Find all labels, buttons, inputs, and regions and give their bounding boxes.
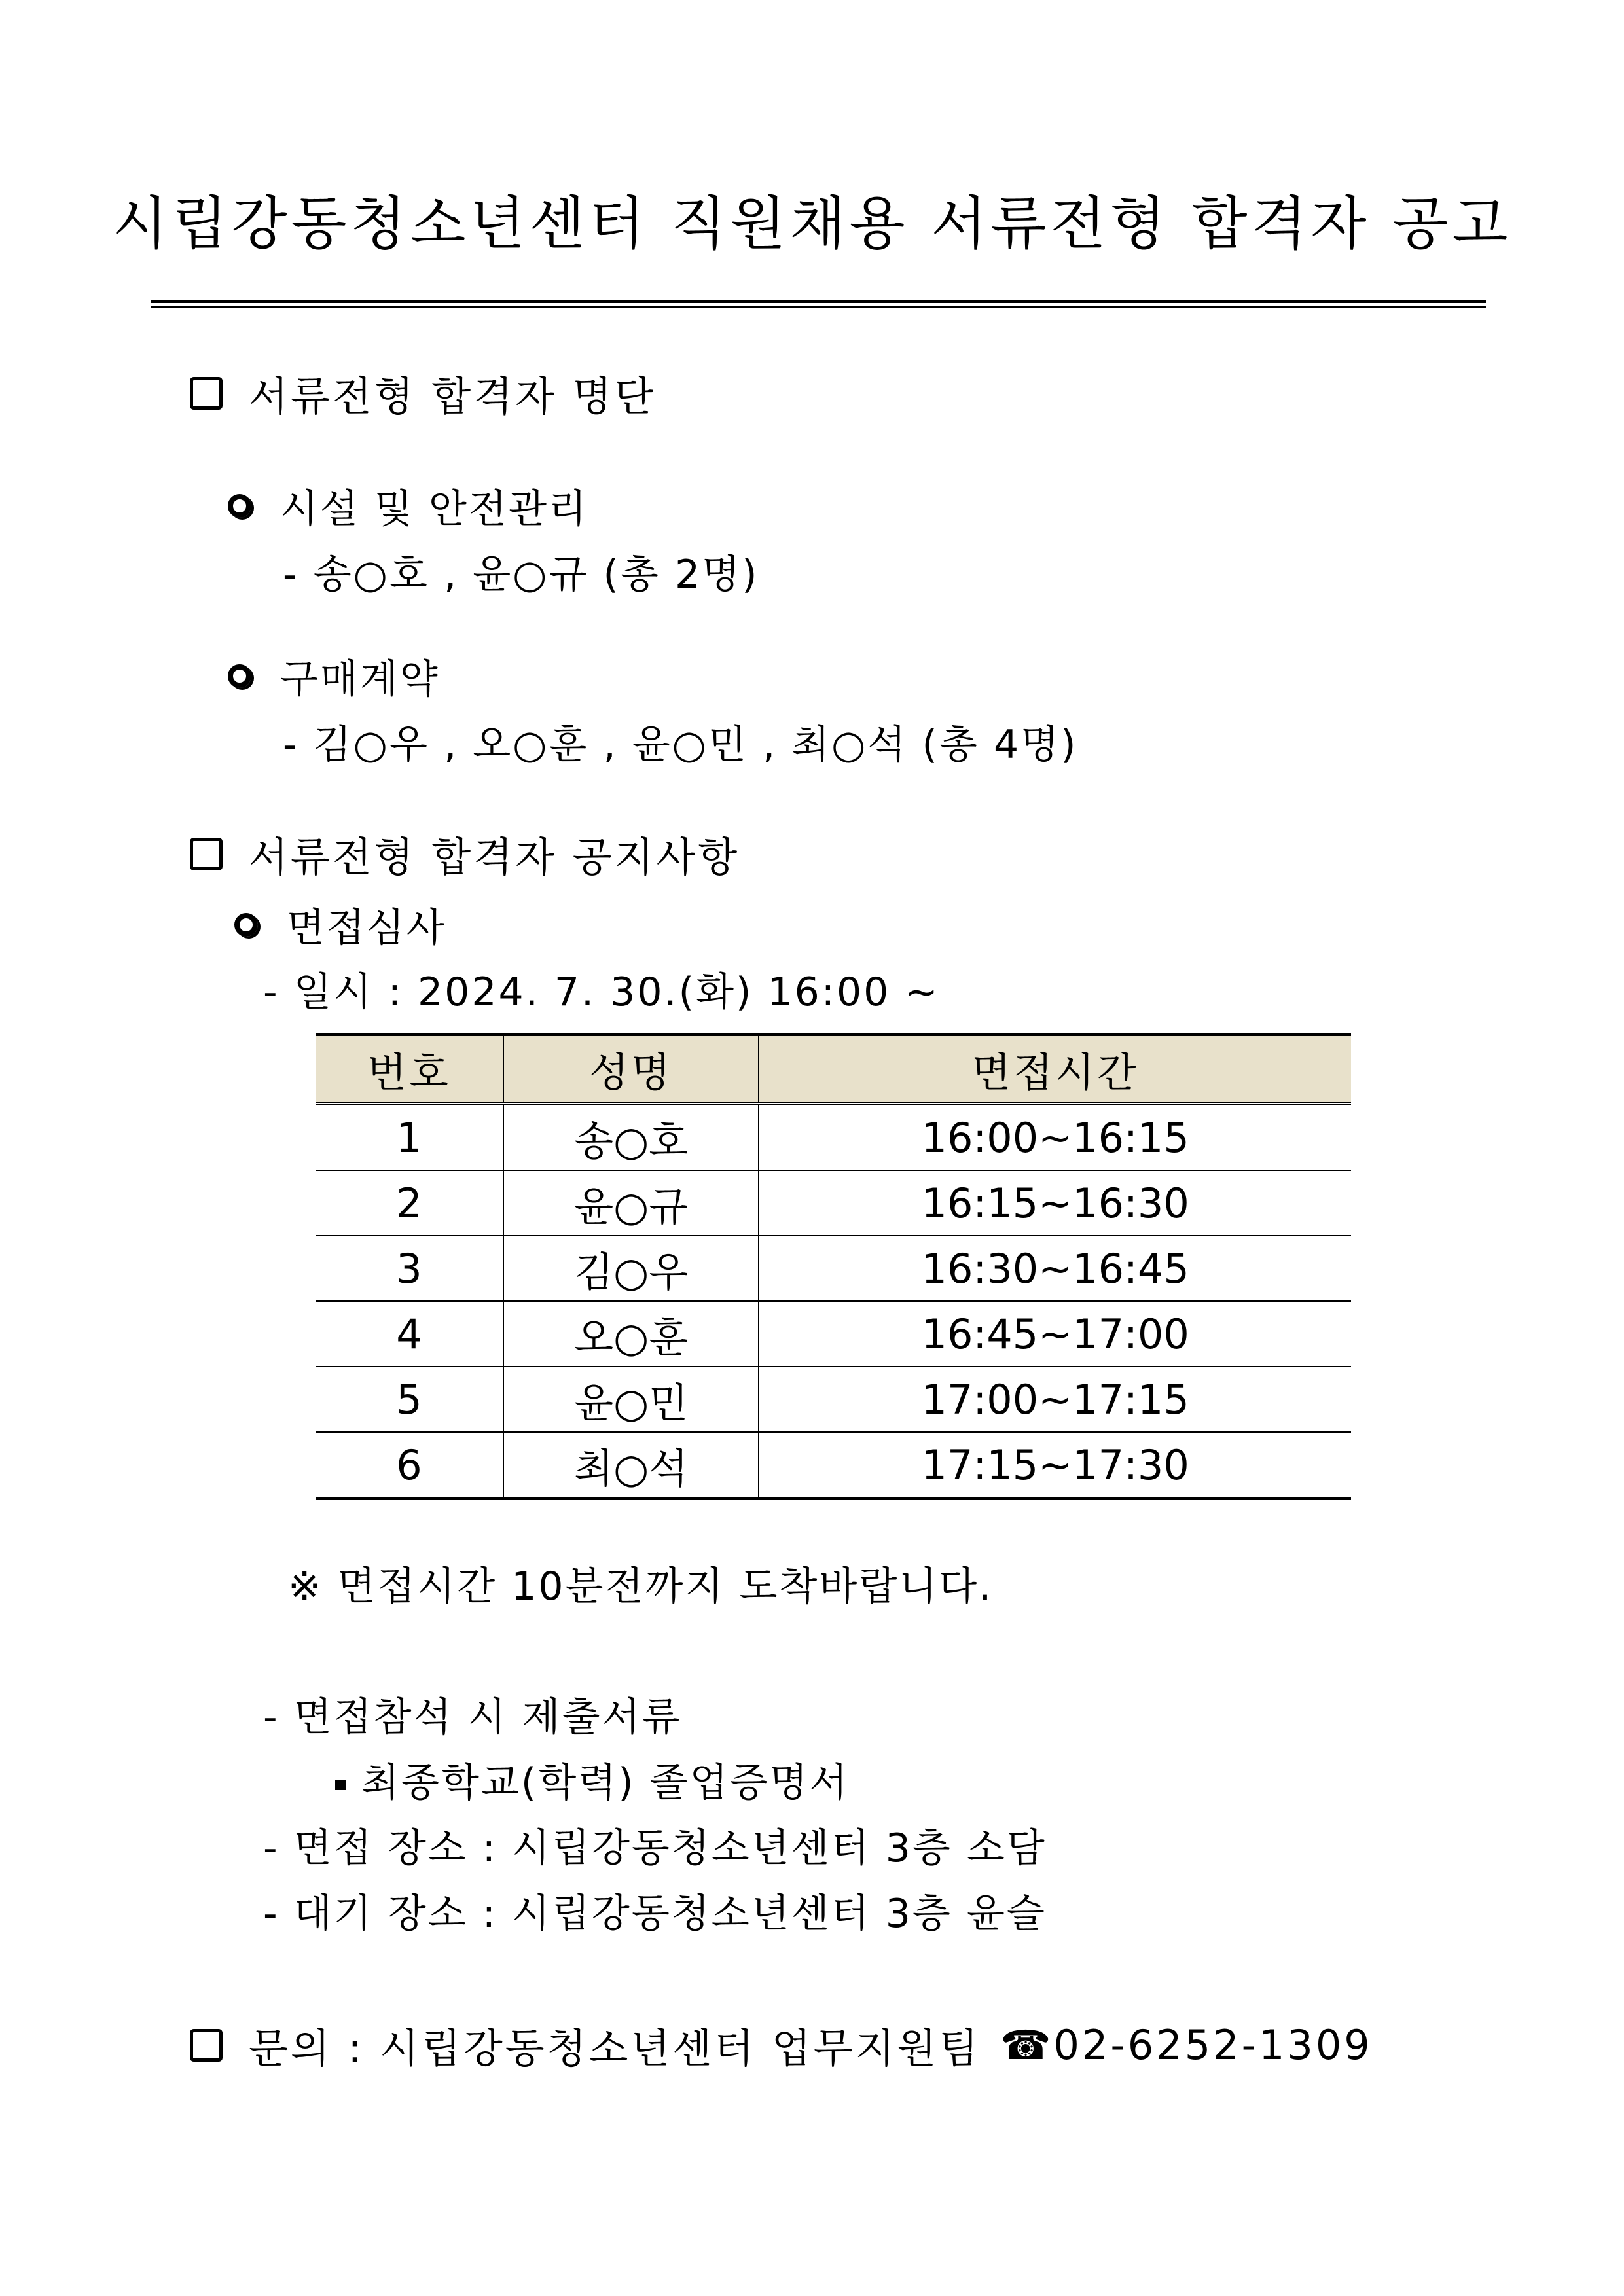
circle-bullet-icon [228,494,251,518]
table-row [316,1367,1351,1432]
cell-number: 2 [316,1170,503,1236]
subheading-text: 면접심사 [287,905,446,951]
cell-name: 윤○민 [503,1367,759,1432]
group-list-facility: - 송○호 , 윤○규 (총 2명) [283,552,759,598]
cell-number: 3 [316,1236,503,1301]
page-title: 시립강동청소년센터 직원채용 서류전형 합격자 공고 [112,190,1512,257]
cell-number: 4 [316,1301,503,1367]
documents-label: - 면접참석 시 제출서류 [263,1695,682,1740]
table-row [316,1301,1351,1367]
cell-time: 16:00~16:15 [759,1103,1351,1170]
table-row [316,1236,1351,1301]
checkbox-square-icon [190,838,223,870]
table-row [316,1432,1351,1499]
section-heading-passers [190,364,656,422]
group-heading-facility [228,478,588,534]
title-rule-thin [151,306,1486,308]
table-row [316,1103,1351,1170]
section-heading-text: 서류전형 합격자 공지사항 [249,833,740,881]
cell-time: 16:15~16:30 [759,1170,1351,1236]
cell-name: 김○우 [503,1236,759,1301]
telephone-icon: ☎ [1000,2021,1054,2069]
group-list-purchase: - 김○우 , 오○훈 , 윤○민 , 최○석 (총 4명) [283,722,1078,768]
column-header: 번호 [316,1035,503,1104]
circle-bullet-icon [234,913,258,937]
group-name: 구매계약 [280,656,440,702]
group-heading-purchase [228,648,440,704]
documents-item [335,1751,849,1808]
column-header: 성명 [503,1035,759,1104]
group-name: 시설 및 안전관리 [280,486,588,532]
circle-bullet-icon [228,664,251,688]
section-heading-text: 서류전형 합격자 명단 [249,372,657,420]
contact-text: 문의 : 시립강동청소년센터 업무지원팀 [249,2024,981,2072]
checkbox-square-icon [190,2029,223,2062]
cell-time: 16:45~17:00 [759,1301,1351,1367]
cell-number: 1 [316,1103,503,1170]
cell-time: 17:15~17:30 [759,1432,1351,1499]
arrival-note: ※ 면접시간 10분전까지 도착바랍니다. [288,1564,994,1609]
subheading-interview [234,897,446,953]
cell-number: 5 [316,1367,503,1432]
cell-time: 17:00~17:15 [759,1367,1351,1432]
cell-name: 최○석 [503,1432,759,1499]
cell-name: 오○훈 [503,1301,759,1367]
cell-number: 6 [316,1432,503,1499]
square-bullet-icon [335,1780,346,1790]
section-heading-notice [190,825,740,883]
column-header: 면접시간 [759,1035,1351,1104]
interview-place: - 면접 장소 : 시립강동청소년센터 3층 소담 [263,1825,1047,1871]
cell-name: 윤○규 [503,1170,759,1236]
contact-line [190,2016,1373,2074]
table-row [316,1170,1351,1236]
contact-phone: 02-6252-1309 [1053,2021,1373,2069]
waiting-place: - 대기 장소 : 시립강동청소년센터 3층 윤슬 [263,1891,1047,1937]
interview-datetime: - 일시 : 2024. 7. 30.(화) 16:00 ~ [263,969,940,1015]
cell-name: 송○호 [503,1103,759,1170]
cell-time: 16:30~16:45 [759,1236,1351,1301]
interview-schedule-table [316,1033,1351,1500]
checkbox-square-icon [190,377,223,410]
documents-item-text: 최종학교(학력) 졸업증명서 [361,1760,850,1806]
table-header-row [316,1035,1351,1104]
title-rule [151,300,1486,303]
